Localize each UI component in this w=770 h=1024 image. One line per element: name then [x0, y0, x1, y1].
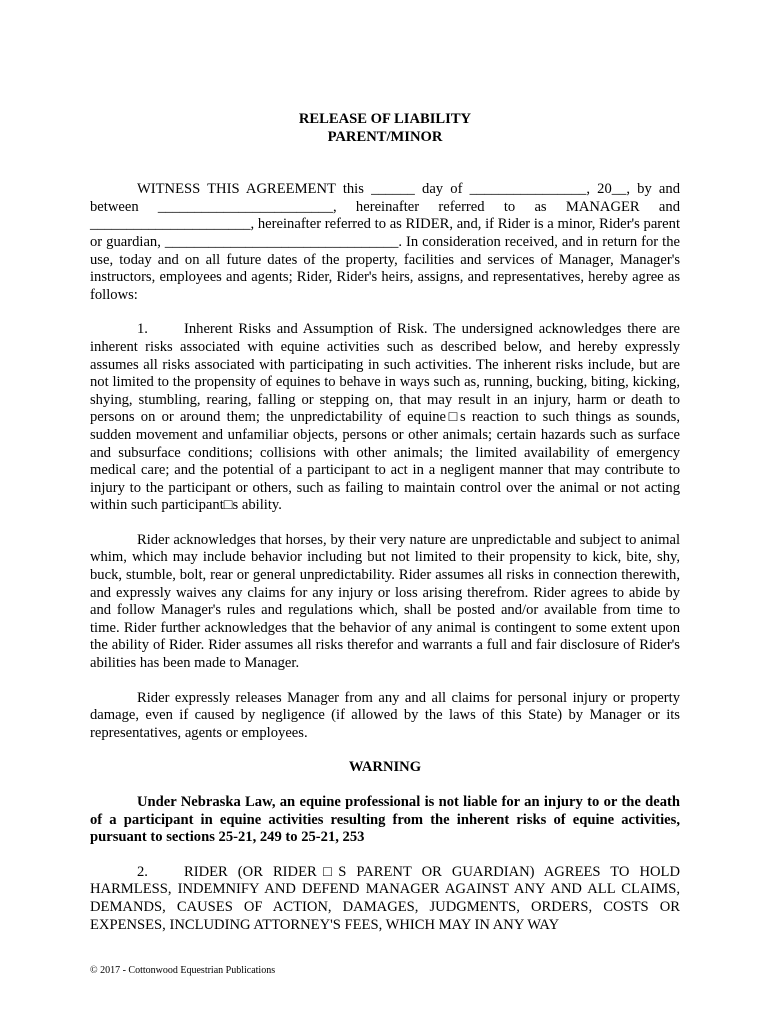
rider-acknowledgement-paragraph: Rider acknowledges that horses, by their very nature are unpredictable and subject to animal whim, which may include behavior including but not limited to their propensity to kick, bite, shy, buck, stumble, bolt, rear or general unpredictability. Rider assumes all risks in connection therewith, and expressly waives any claims for any injury or loss arising therefrom. Rider agrees to abide by and follow Manager's rules and regulations which, shall be posted and/or available from time to time. Rider further acknowledges that the behavior of any animal is contingent to some extent upon the ability of Rider. Rider assumes all risks therefor and warrants a full and fair disclosure of Rider's abilities has been made to Manager.	[90, 531, 680, 672]
section-2-paragraph	[90, 864, 680, 934]
intro-paragraph: WITNESS THIS AGREEMENT this ______ day of ________________, 20__, by and between ________________________, hereinafter referred to as MANAGER and ______________________, hereinafter referred to as RIDER, and, if Rider is a minor, Rider's parent or guardian, ________________________________. In consideration received, and in return for the use, today and on all future dates of the property, facilities and services of Manager, Manager's instructors, employees and agents; Rider, Rider's heirs, assigns, and representatives, hereby agree as follows:	[90, 181, 680, 303]
warning-paragraph: Under Nebraska Law, an equine professional is not liable for an injury to or the death of a participant in equine activities resulting from the inherent risks of equine activities, pursuant to sections 25-21, 249 to 25-21, 253	[90, 794, 680, 846]
section-2-number: 2.	[137, 863, 148, 880]
document-body	[90, 111, 680, 934]
document-title-line1: RELEASE OF LIABILITY	[298, 111, 472, 127]
section-1-paragraph	[90, 321, 680, 515]
document-title-line2: PARENT/MINOR	[327, 128, 443, 145]
section-2-text: RIDER (OR RIDER□S PARENT OR GUARDIAN) AGREES TO HOLD HARMLESS, INDEMNIFY AND DEFEND MANAGER AGAINST ANY AND ALL CLAIMS, DEMANDS, CAUSES OF ACTION, DAMAGES, JUDGMENTS, ORDERS, COSTS OR EXPENSES, INCLUDING ATTORNEY'S FEES, WHICH MAY IN ANY WAY	[90, 863, 680, 933]
section-1-number: 1.	[137, 321, 148, 338]
warning-heading: WARNING	[348, 759, 422, 776]
section-1-text: Inherent Risks and Assumption of Risk. The undersigned acknowledges there are inherent risks associated with equine activities such as described below, and hereby expressly assumes all risks associated with participating in such activities. The inherent risks include, but are not limited to the propensity of equines to behave in ways such as, running, bucking, biting, kicking, shying, stumbling, rearing, falling or stepping on, that may result in an injury, harm or death to persons on or around them; the unpredictability of equine□s reaction to such things as sounds, sudden movement and unfamiliar objects, persons or other animals; certain hazards such as surface and subsurface conditions; collisions with other animals; the limited availability of emergency medical care; and the potential of a participant to act in a negligent manner that may contribute to injury to the participant or others, such as failing to maintain control over the animal or not acting within such participant□s ability.	[90, 321, 680, 514]
release-paragraph: Rider expressly releases Manager from any and all claims for personal injury or property damage, even if caused by negligence (if allowed by the laws of this State) by Manager or its representatives, agents or employees.	[90, 689, 680, 741]
footer-copyright: © 2017 - Cottonwood Equestrian Publications	[90, 965, 276, 976]
